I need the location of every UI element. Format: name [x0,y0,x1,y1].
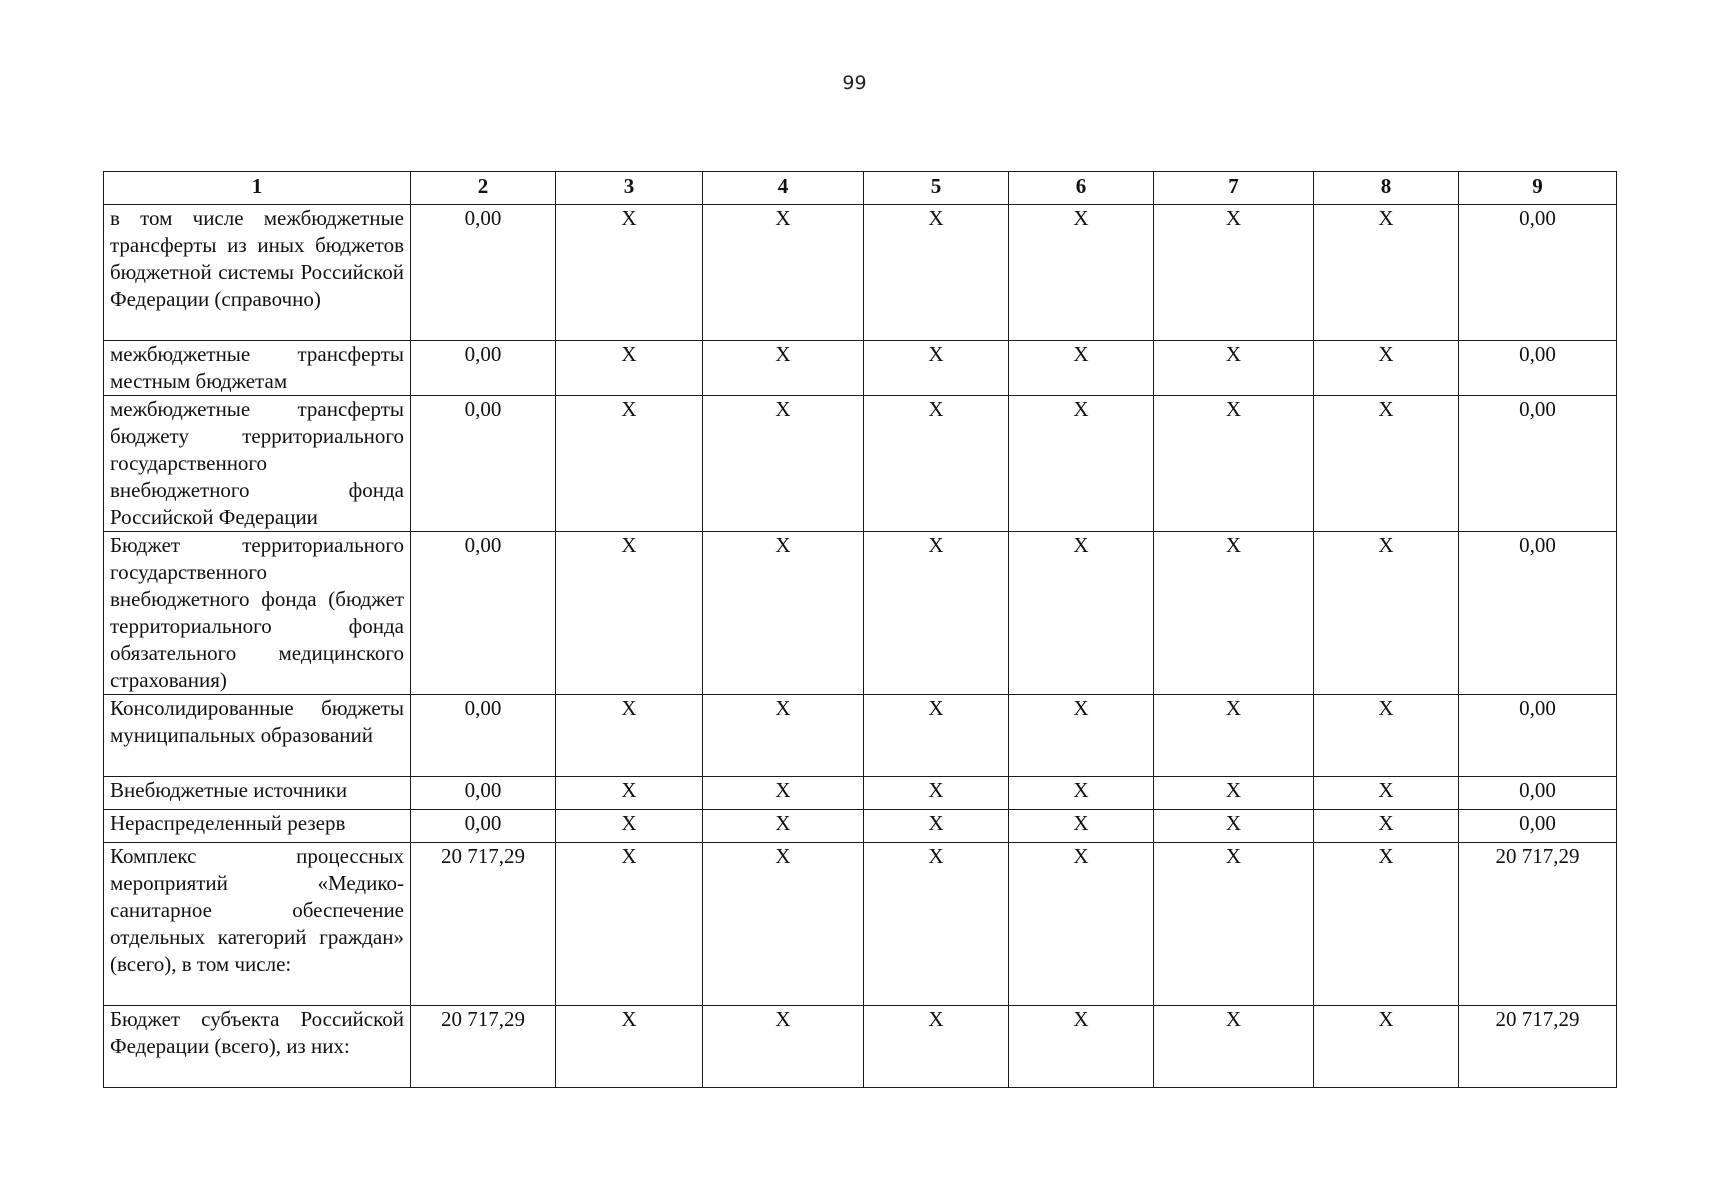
table-cell: 0,00 [411,396,556,532]
table-cell: X [1009,777,1154,810]
table-cell: X [703,810,864,843]
row-label: Внебюджетные источники [104,777,411,810]
table-cell: X [556,695,703,777]
table-row [104,341,1617,396]
table-cell: X [864,396,1009,532]
table-cell: X [1154,843,1314,1006]
table-cell: X [1314,396,1459,532]
table-cell: X [703,843,864,1006]
table-cell: X [864,843,1009,1006]
table-cell: 0,00 [411,532,556,695]
row-label: Бюджет территориального государственного внебюджетного фонда (бюджет территориального фонда обязательного медицинского страхования) [104,532,411,695]
column-header: 2 [411,172,556,205]
table-cell: 0,00 [1459,205,1617,341]
table-cell: X [703,695,864,777]
table-cell: X [1314,205,1459,341]
table-cell: X [703,532,864,695]
table-row [104,843,1617,1006]
table-cell: X [703,777,864,810]
table-cell: X [864,532,1009,695]
column-header: 8 [1314,172,1459,205]
table-cell: X [1314,695,1459,777]
row-label: в том числе межбюджетные трансферты из иных бюджетов бюджетной системы Российской Федерации (справочно) [104,205,411,341]
column-header: 1 [104,172,411,205]
table-row [104,777,1617,810]
table-cell: X [703,1006,864,1088]
column-header: 3 [556,172,703,205]
table-cell: X [556,396,703,532]
table-cell: 0,00 [411,341,556,396]
table-cell: X [1154,396,1314,532]
table-cell: X [864,695,1009,777]
table-cell: X [703,396,864,532]
row-label: Нераспределенный резерв [104,810,411,843]
table-cell: X [1154,205,1314,341]
table-cell: X [1009,843,1154,1006]
table-cell: 0,00 [1459,396,1617,532]
table-row [104,205,1617,341]
table-row [104,396,1617,532]
table-cell: X [1009,1006,1154,1088]
row-label: Консолидированные бюджеты муниципальных образований [104,695,411,777]
table-cell: X [1009,695,1154,777]
table-cell: 0,00 [1459,341,1617,396]
table-header-row [104,172,1617,205]
table-cell: X [1154,777,1314,810]
table-cell: X [556,777,703,810]
table-cell: X [703,205,864,341]
table-cell: X [864,341,1009,396]
budget-table [103,171,1617,1088]
table-cell: X [1009,396,1154,532]
table-cell: X [1154,810,1314,843]
table-cell: X [864,1006,1009,1088]
table-cell: X [1009,810,1154,843]
table-cell: X [1314,810,1459,843]
table-cell: X [556,532,703,695]
table-cell: 20 717,29 [411,843,556,1006]
table-cell: X [556,205,703,341]
row-label: Бюджет субъекта Российской Федерации (всего), из них: [104,1006,411,1088]
table-row [104,532,1617,695]
column-header: 7 [1154,172,1314,205]
column-header: 9 [1459,172,1617,205]
table-cell: 20 717,29 [411,1006,556,1088]
table-cell: X [1314,1006,1459,1088]
table-cell: X [556,341,703,396]
table-cell: X [1314,532,1459,695]
row-label: Комплекс процессных мероприятий «Медико-санитарное обеспечение отдельных категорий граждан» (всего), в том числе: [104,843,411,1006]
column-header: 4 [703,172,864,205]
table-cell: X [1154,695,1314,777]
table-cell: X [1314,843,1459,1006]
column-header: 6 [1009,172,1154,205]
table-cell: 0,00 [1459,810,1617,843]
table-cell: X [1154,1006,1314,1088]
table-cell: X [1009,532,1154,695]
table-cell: 0,00 [1459,532,1617,695]
table-cell: X [556,1006,703,1088]
table-row [104,1006,1617,1088]
table-cell: 0,00 [411,205,556,341]
table-cell: X [864,810,1009,843]
table-cell: X [1154,341,1314,396]
column-header: 5 [864,172,1009,205]
table-cell: X [864,205,1009,341]
table-cell: X [556,843,703,1006]
table-row [104,695,1617,777]
table-cell: 0,00 [411,810,556,843]
page-number: 99 [842,72,867,94]
table-cell: 20 717,29 [1459,843,1617,1006]
table-cell: 0,00 [411,777,556,810]
table-cell: X [1009,341,1154,396]
table-cell: X [1314,341,1459,396]
row-label: межбюджетные трансферты местным бюджетам [104,341,411,396]
table-cell: X [864,777,1009,810]
table-row [104,810,1617,843]
table-cell: 0,00 [1459,695,1617,777]
table-cell: X [1009,205,1154,341]
table-cell: X [703,341,864,396]
table-cell: X [1314,777,1459,810]
table-cell: 20 717,29 [1459,1006,1617,1088]
table-cell: 0,00 [411,695,556,777]
table-cell: X [1154,532,1314,695]
table-cell: X [556,810,703,843]
table-cell: 0,00 [1459,777,1617,810]
row-label: межбюджетные трансферты бюджету территориального государственного внебюджетного фонда Российской Федерации [104,396,411,532]
